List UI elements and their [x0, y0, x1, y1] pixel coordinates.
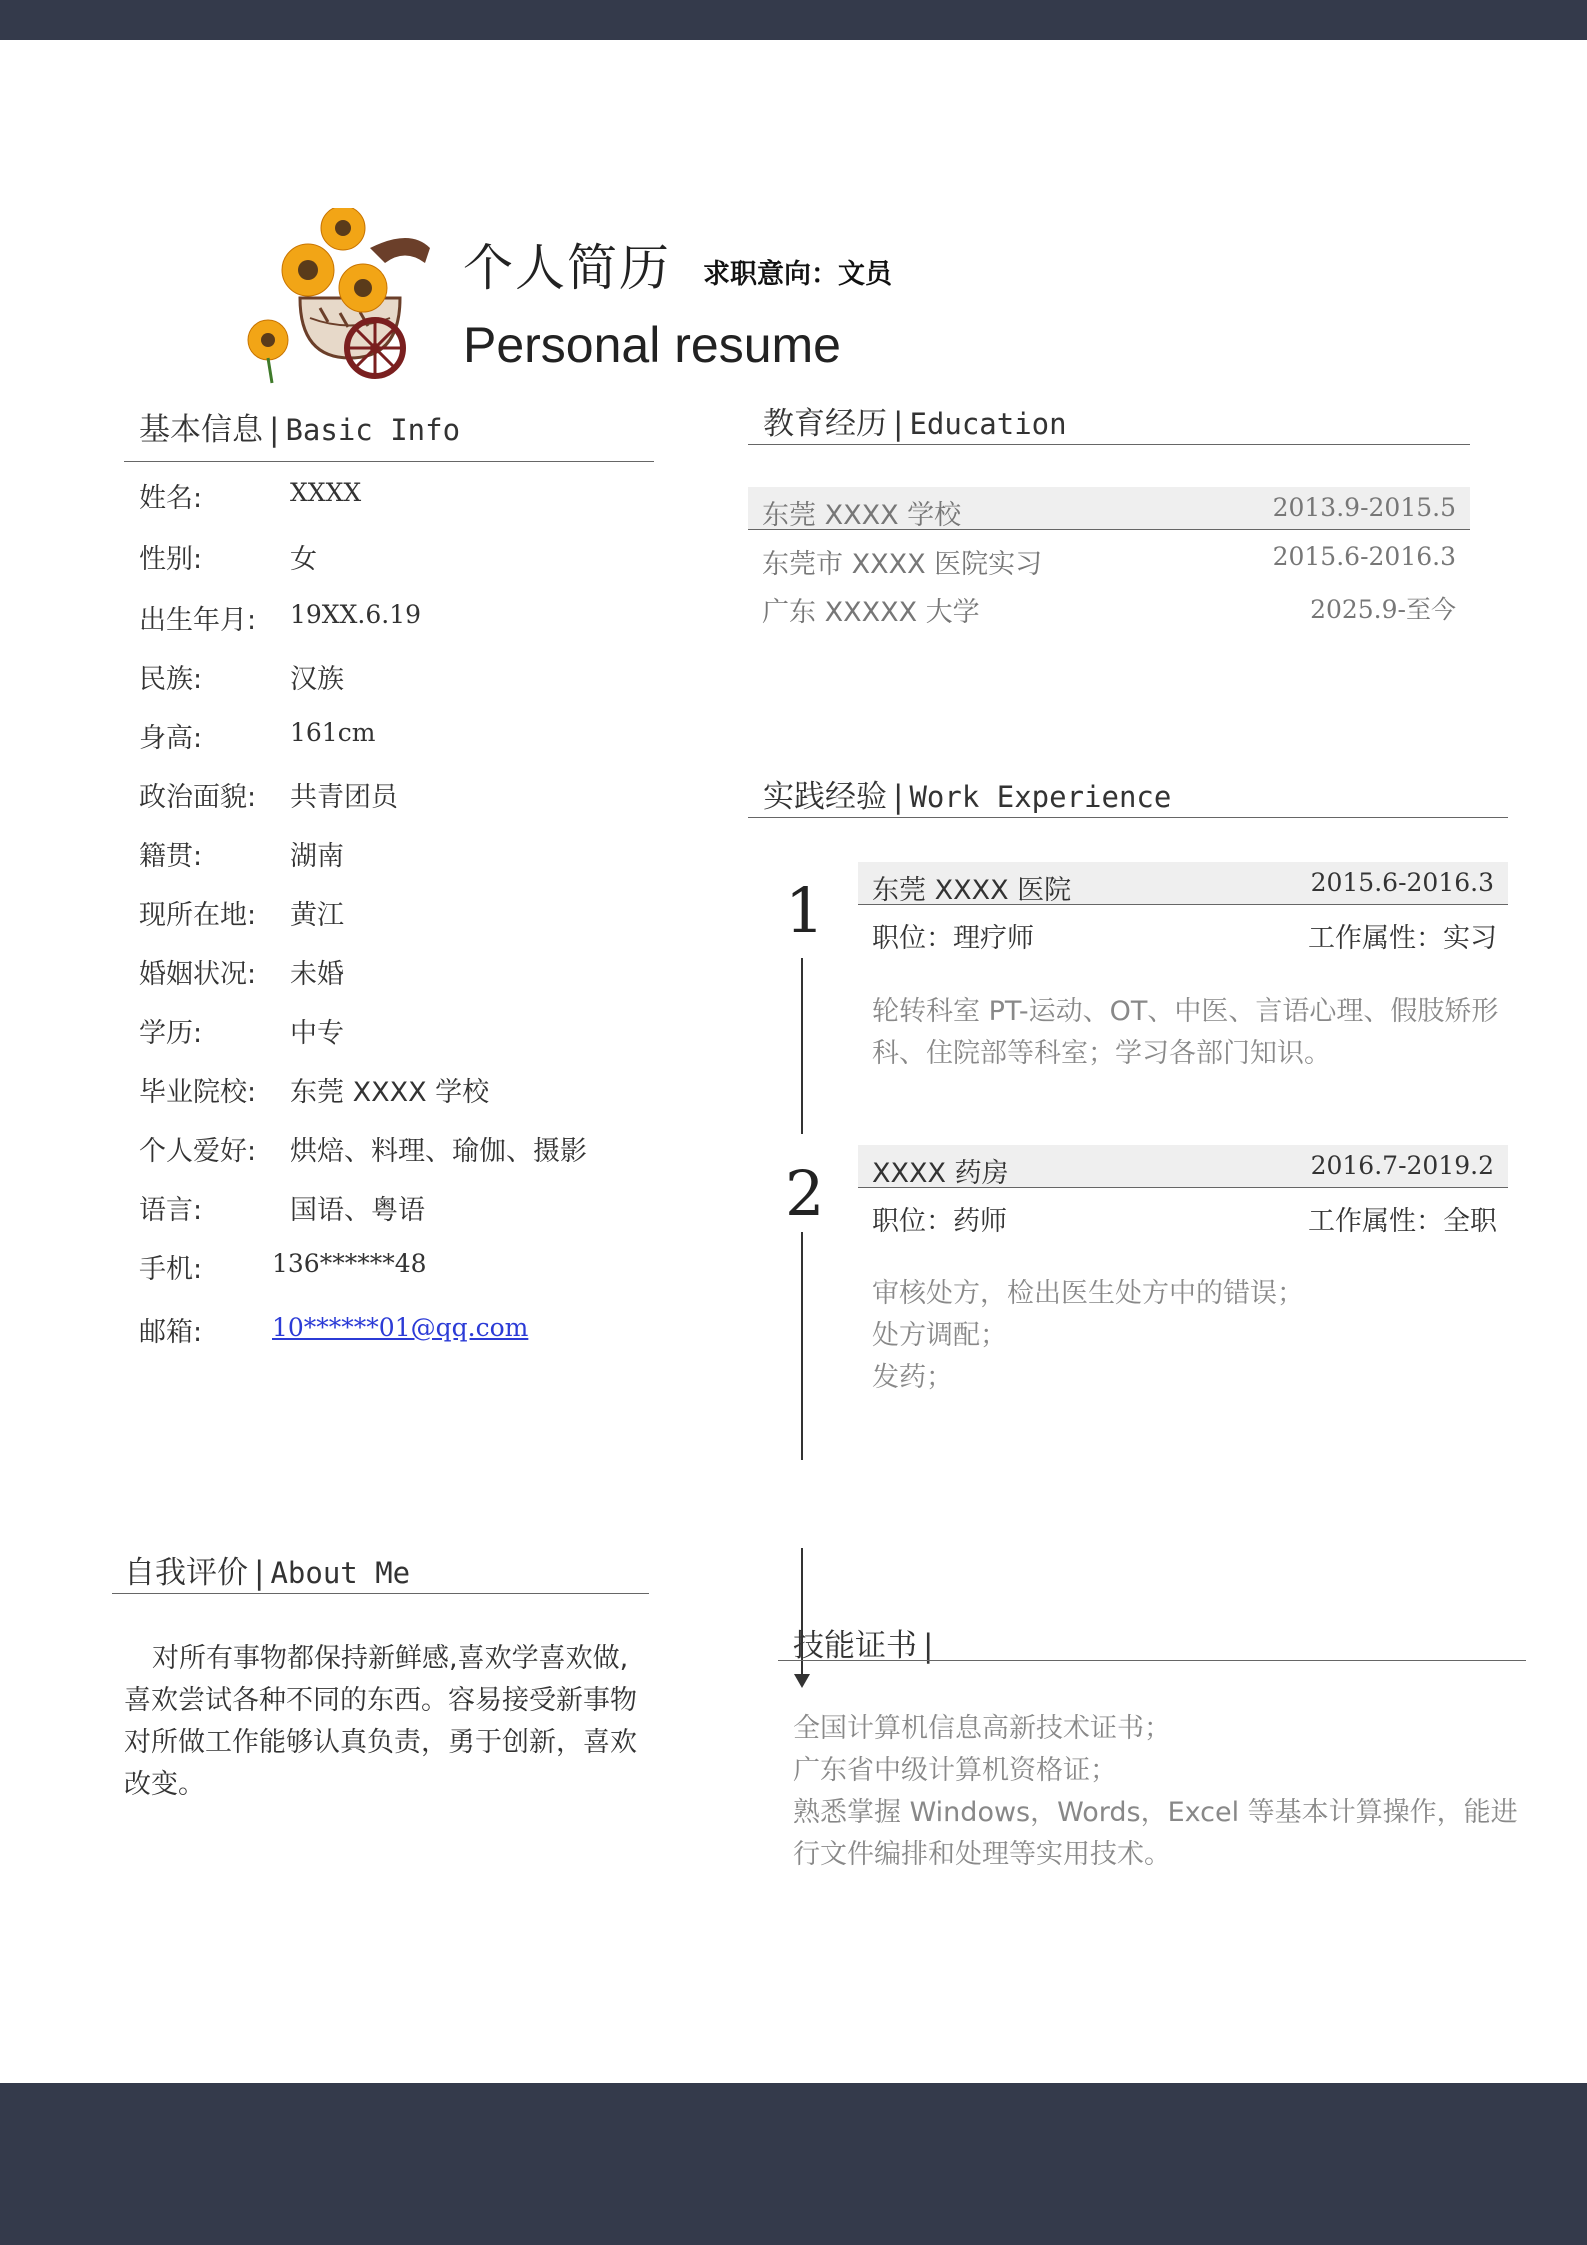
job-header — [858, 862, 1508, 905]
info-value: 中专 — [290, 1018, 344, 1049]
title-separator: | — [893, 779, 904, 815]
education-row — [748, 536, 1470, 578]
education-school: 东莞 XXXX 学校 — [762, 500, 962, 531]
education-title-cn: 教育经历 — [763, 406, 887, 442]
skill-item: 广东省中级计算机资格证； — [793, 1755, 1117, 1786]
job-date: 2016.7-2019.2 — [1310, 1151, 1494, 1180]
education-title — [763, 398, 1067, 443]
info-value: 共青团员 — [290, 782, 398, 813]
info-value: 19XX.6.19 — [290, 600, 422, 629]
sunflower-cart-logo-icon — [240, 208, 440, 388]
info-value: 未婚 — [290, 959, 344, 990]
info-label: 籍贯: — [139, 841, 203, 872]
work-title-en: Work Experience — [909, 780, 1172, 814]
info-label: 姓名: — [139, 483, 203, 514]
info-label: 手机: — [139, 1254, 203, 1285]
job-type: 工作属性：实习 — [1308, 923, 1497, 954]
job-header — [858, 1145, 1508, 1188]
job-company: XXXX 药房 — [872, 1158, 1009, 1189]
email-link[interactable]: 10******01@qq.com — [272, 1313, 529, 1342]
basic-info-title-cn: 基本信息 — [139, 412, 263, 448]
job-role: 职位：理疗师 — [872, 923, 1034, 954]
job-date: 2015.6-2016.3 — [1310, 868, 1494, 897]
job-description — [872, 991, 1512, 1075]
work-title-cn: 实践经验 — [763, 779, 887, 815]
job-description-line: 审核处方，检出医生处方中的错误； — [872, 1278, 1304, 1309]
education-date: 2013.9-2015.5 — [1272, 493, 1456, 522]
title-separator: | — [893, 406, 904, 442]
education-school: 东莞市 XXXX 医院实习 — [762, 549, 1043, 580]
timeline-number: 2 — [785, 1157, 825, 1230]
skills-title — [793, 1620, 939, 1665]
about-text: 对所有事物都保持新鲜感,喜欢学喜欢做,喜欢尝试各种不同的东西。容易接受新事物对所做工作能够认真负责，勇于创新，喜欢改变。 — [124, 1643, 637, 1800]
job-type: 工作属性：全职 — [1308, 1206, 1497, 1237]
title-separator: | — [923, 1628, 934, 1664]
info-value: 湖南 — [290, 841, 344, 872]
info-value: 烘焙、料理、瑜伽、摄影 — [290, 1136, 587, 1167]
work-title — [763, 771, 1171, 816]
skills-title-cn: 技能证书 — [793, 1628, 917, 1664]
info-value: 汉族 — [290, 664, 344, 695]
info-label: 出生年月: — [139, 605, 257, 636]
job-description-line: 处方调配； — [872, 1320, 1007, 1351]
about-title — [124, 1547, 410, 1592]
info-value: 国语、粤语 — [290, 1195, 425, 1226]
about-rule — [112, 1593, 649, 1594]
about-title-cn: 自我评价 — [124, 1555, 248, 1591]
info-value: 女 — [290, 544, 317, 575]
job-company: 东莞 XXXX 医院 — [872, 875, 1072, 906]
basic-info-title-en: Basic Info — [285, 413, 461, 447]
basic-info-rule — [124, 461, 654, 462]
job-role: 职位：药师 — [872, 1206, 1007, 1237]
resume-title-cn: 个人简历 — [463, 239, 671, 297]
skills-rule — [778, 1660, 1526, 1661]
education-school: 广东 XXXXX 大学 — [762, 597, 980, 628]
job-description-line: 发药； — [872, 1362, 953, 1393]
info-label: 个人爱好: — [139, 1136, 257, 1167]
title-separator: | — [269, 412, 280, 448]
title-separator: | — [254, 1555, 265, 1591]
arrow-down-icon — [794, 1674, 810, 1688]
timeline-number: 1 — [785, 874, 825, 947]
education-row — [748, 487, 1470, 530]
info-value: 黄江 — [290, 900, 344, 931]
timeline-line — [801, 958, 803, 1134]
bottom-bar — [0, 2083, 1587, 2245]
skill-item: 全国计算机信息高新技术证书； — [793, 1713, 1171, 1744]
education-row — [748, 584, 1470, 626]
education-date: 2025.9-至今 — [1310, 595, 1456, 624]
info-label: 婚姻状况: — [139, 959, 257, 990]
job-intent: 求职意向：文员 — [703, 259, 892, 290]
job-description — [872, 1273, 1512, 1399]
education-rule — [748, 444, 1470, 445]
info-label: 语言: — [139, 1195, 203, 1226]
info-label: 身高: — [139, 723, 203, 754]
education-date: 2015.6-2016.3 — [1272, 542, 1456, 571]
resume-title-en: Personal resume — [463, 317, 841, 373]
info-value: 161cm — [290, 718, 376, 747]
skill-item: 熟悉掌握 Windows，Words，Excel 等基本计算操作，能进行文件编排和处理等实用技术。 — [793, 1797, 1518, 1870]
info-label: 性别: — [139, 544, 203, 575]
job-description-line: 轮转科室 PT-运动、OT、中医、言语心理、假肢矫形科、住院部等科室；学习各部门知识。 — [872, 996, 1499, 1069]
info-label: 政治面貌: — [139, 782, 257, 813]
basic-info-title — [139, 404, 460, 449]
timeline-line — [801, 1232, 803, 1460]
phone-value: 136******48 — [272, 1249, 427, 1278]
info-value: 东莞 XXXX 学校 — [290, 1077, 490, 1108]
info-label: 现所在地: — [139, 900, 257, 931]
info-label: 学历: — [139, 1018, 203, 1049]
work-rule — [748, 817, 1508, 818]
info-value: XXXX — [290, 478, 362, 507]
top-bar — [0, 0, 1587, 40]
info-label: 毕业院校: — [139, 1077, 257, 1108]
about-title-en: About Me — [270, 1556, 411, 1590]
info-label: 邮箱: — [139, 1317, 203, 1348]
education-title-en: Education — [909, 407, 1067, 441]
info-label: 民族: — [139, 664, 203, 695]
skills-list — [793, 1708, 1523, 1876]
